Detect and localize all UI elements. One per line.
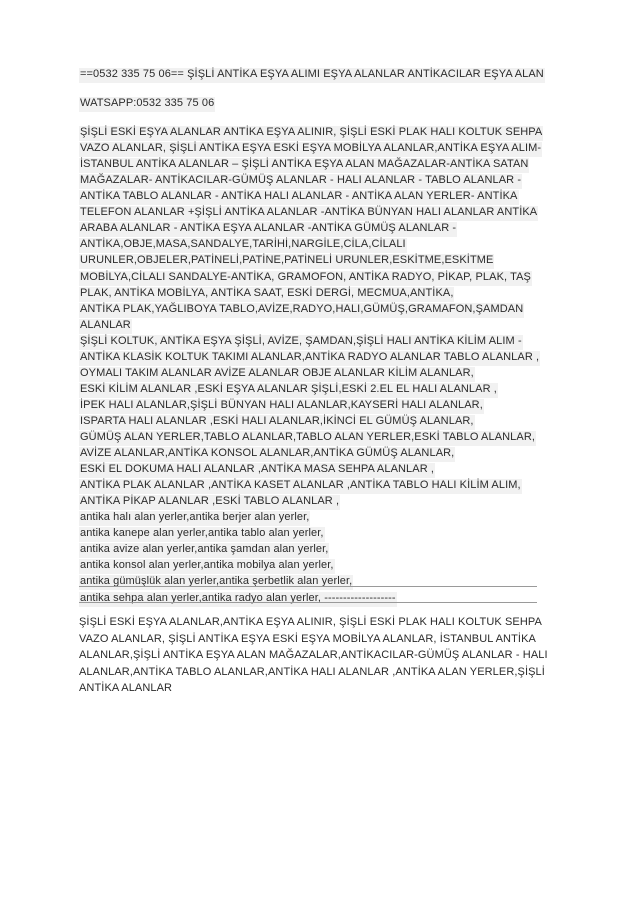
body-line: ANTİKA,OBJE,MASA,SANDALYE,TARİHİ,NARGİLE,CİLA,CİLALI: [79, 238, 407, 253]
body-line: ISPARTA HALI ALANLAR ,ESKİ HALI ALANLAR,İKİNCİ EL GÜMÜŞ ALANLAR,: [79, 415, 475, 430]
body-line: ŞİŞLİ KOLTUK, ANTİKA EŞYA ŞİŞLİ, AVİZE, ŞAMDAN,ŞİŞLİ HALI ANTİKA KİLİM ALIM -: [79, 335, 523, 350]
body-line: ANTİKA PİKAP ALANLAR ,ESKİ TABLO ALANLAR ,: [79, 495, 340, 510]
body-line: VAZO ALANLAR, ŞİŞLİ ANTİKA EŞYA ESKİ EŞYA MOBİLYA ALANLAR,ANTİKA EŞYA ALIM-: [79, 142, 542, 157]
footer-text-block: [79, 614, 548, 697]
body-line: TELEFON ALANLAR +ŞİŞLİ ANTİKA ALANLAR -ANTİKA BÜNYAN HALI ALANLAR ANTİKA: [79, 206, 538, 221]
body-line: antika halı alan yerler,antika berjer alan yerler,: [79, 511, 310, 526]
body-line: ESKİ EL DOKUMA HALI ALANLAR ,ANTİKA MASA SEHPA ALANLAR ,: [79, 463, 435, 478]
divider-line: [79, 586, 537, 587]
body-line: MAĞAZALAR- ANTİKACILAR-GÜMÜŞ ALANLAR - HALI ALANLAR - TABLO ALANLAR -: [79, 174, 522, 189]
body-line: ESKİ KİLİM ALANLAR ,ESKİ EŞYA ALANLAR ŞİŞLİ,ESKİ 2.EL EL HALI ALANLAR ,: [79, 383, 498, 398]
body-line: OYMALI TAKIM ALANLAR AVİZE ALANLAR OBJE ALANLAR KİLİM ALANLAR,: [79, 367, 475, 382]
body-line: ANTİKA PLAK ALANLAR ,ANTİKA KASET ALANLAR ,ANTİKA TABLO HALI KİLİM ALIM,: [79, 479, 522, 494]
body-line: GÜMÜŞ ALAN YERLER,TABLO ALANLAR,TABLO ALAN YERLER,ESKİ TABLO ALANLAR,: [79, 431, 536, 446]
body-line: MOBİLYA,CİLALI SANDALYE-ANTİKA, GRAMOFON, ANTİKA RADYO, PİKAP, PLAK, TAŞ: [79, 271, 532, 286]
footer-line: ANTİKA ALANLAR: [79, 682, 173, 694]
body-line: ŞİŞLİ ESKİ EŞYA ALANLAR ANTİKA EŞYA ALINIR, ŞİŞLİ ESKİ PLAK HALI KOLTUK SEHPA: [79, 126, 543, 141]
body-line: İPEK HALI ALANLAR,ŞİŞLİ BÜNYAN HALI ALANLAR,KAYSERİ HALI ALANLAR,: [79, 399, 484, 414]
body-line: ALANLAR: [79, 319, 132, 334]
body-line: PLAK, ANTİKA MOBİLYA, ANTİKA SAAT, ESKİ DERGİ, MECMUA,ANTİKA,: [79, 287, 454, 302]
footer-line: ŞİŞLİ ESKİ EŞYA ALANLAR,ANTİKA EŞYA ALINIR, ŞİŞLİ ESKİ PLAK HALI KOLTUK SEHPA: [79, 616, 542, 628]
footer-line: ALANLAR,ANTİKA TABLO ALANLAR,ANTİKA HALI ALANLAR ,ANTİKA ALAN YERLER,ŞİŞLİ: [79, 665, 545, 678]
body-line: antika konsol alan yerler,antika mobilya alan yerler,: [79, 559, 335, 574]
footer-line: VAZO ALANLAR, ŞİŞLİ ANTİKA EŞYA ESKİ EŞYA MOBİLYA ALANLAR, İSTANBUL ANTİKA: [79, 632, 536, 645]
header-title-line: ==0532 335 75 06== ŞİŞLİ ANTİKA EŞYA ALIMI EŞYA ALANLAR ANTİKACILAR EŞYA ALAN: [79, 68, 545, 83]
body-line: AVİZE ALANLAR,ANTİKA KONSOL ALANLAR,ANTİKA GÜMÜŞ ALANLAR,: [79, 447, 455, 462]
body-line: ANTİKA PLAK,YAĞLIBOYA TABLO,AVİZE,RADYO,HALI,GÜMÜŞ,GRAMAFON,ŞAMDAN: [79, 303, 524, 318]
body-line: antika gümüşlük alan yerler,antika şerbetlik alan yerler,: [79, 575, 353, 590]
body-line: antika sehpa alan yerler,antika radyo alan yerler, -------------------: [79, 592, 397, 607]
body-line: İSTANBUL ANTİKA ALANLAR – ŞİŞLİ ANTİKA EŞYA ALAN MAĞAZALAR-ANTİKA SATAN: [79, 158, 529, 173]
whatsapp-line: WATSAPP:0532 335 75 06: [79, 97, 215, 112]
divider-line: [79, 602, 537, 603]
body-line: ANTİKA TABLO ALANLAR - ANTİKA HALI ALANLAR - ANTİKA ALAN YERLER- ANTİKA: [79, 190, 519, 205]
body-line: ANTİKA KLASİK KOLTUK TAKIMI ALANLAR,ANTİKA RADYO ALANLAR TABLO ALANLAR ,: [79, 351, 540, 366]
body-line: antika kanepe alan yerler,antika tablo alan yerler,: [79, 527, 325, 542]
body-line: antika avize alan yerler,antika şamdan alan yerler,: [79, 543, 329, 558]
body-line: URUNLER,OBJELER,PATİNELİ,PATİNE,PATİNELİ URUNLER,ESKİTME,ESKİTME: [79, 254, 494, 269]
body-line: ARABA ALANLAR - ANTİKA EŞYA ALANLAR -ANTİKA GÜMÜŞ ALANLAR -: [79, 222, 457, 237]
footer-line: ALANLAR,ŞİŞLİ ANTİKA EŞYA ALAN MAĞAZALAR,ANTİKACILAR-GÜMÜŞ ALANLAR - HALI: [79, 649, 548, 661]
